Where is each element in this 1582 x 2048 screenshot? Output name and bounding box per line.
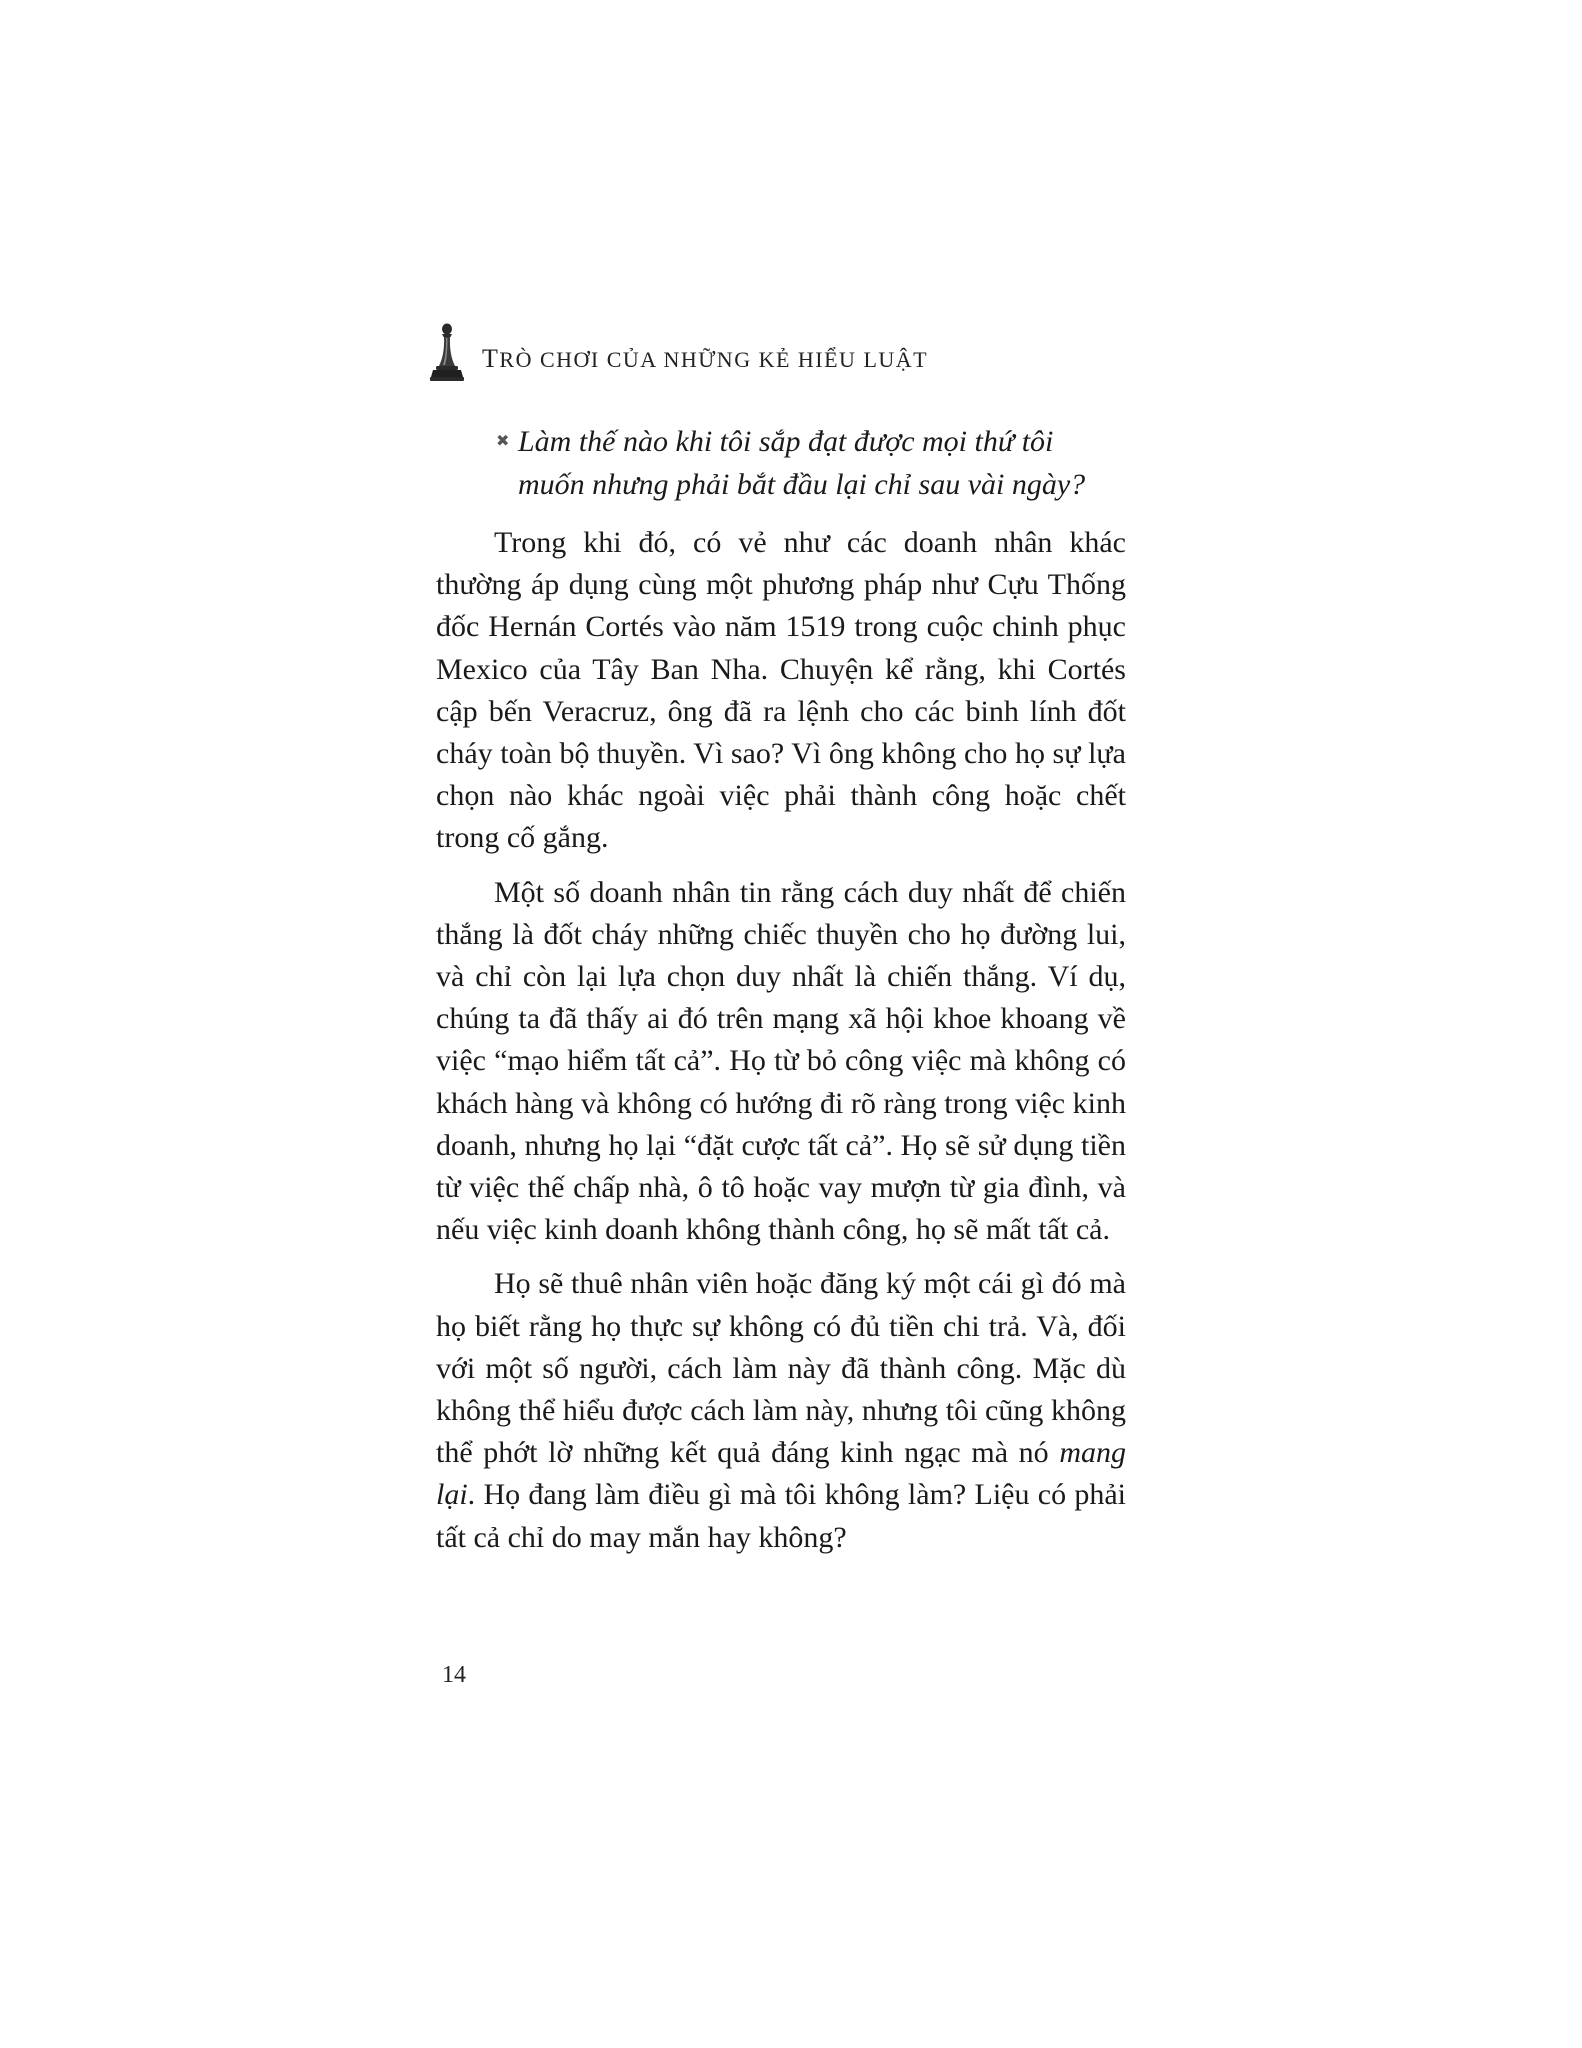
paragraph-1: Trong khi đó, có vẻ như các doanh nhân khác thường áp dụng cùng một phương pháp như Cựu Thống đốc Hernán Cortés vào năm 1519 trong cuộc chinh phục Mexico của Tây Ban Nha. Chuyện kể rằng, khi Cortés cập bến Veracruz, ông đã ra lệnh cho các binh lính đốt cháy toàn bộ thuyền. Vì sao? Vì ông không cho họ sự lựa chọn nào khác ngoài việc phải thành công hoặc chết trong cố gắng. xyxy=(436,526,1126,855)
running-head-text: RÒ CHƠI CỦA NHỮNG KẺ HIỂU LUẬT xyxy=(499,347,929,372)
page-header xyxy=(428,318,928,382)
paragraph-3-italic: mang lại xyxy=(436,1436,1126,1512)
running-head xyxy=(482,344,928,382)
running-head-initial: T xyxy=(482,344,500,373)
bullet-question xyxy=(496,420,1126,506)
chess-pawn-icon xyxy=(428,322,466,382)
page-body xyxy=(436,420,1126,1559)
question-text: Làm thế nào khi tôi sắp đạt được mọi thứ tôi muốn nhưng phải bắt đầu lại chỉ sau vài ngày? xyxy=(518,425,1086,501)
page-number: 14 xyxy=(442,1662,466,1688)
x-mark-icon: ✖ xyxy=(496,433,510,450)
paragraph-2: Một số doanh nhân tin rằng cách duy nhất để chiến thắng là đốt cháy những chiếc thuyền cho họ đường lui, và chỉ còn lại lựa chọn duy nhất là chiến thắng. Ví dụ, chúng ta đã thấy ai đó trên mạng xã hội khoe khoang về việc “mạo hiểm tất cả”. Họ từ bỏ công việc mà không có khách hàng và không có hướng đi rõ ràng trong việc kinh doanh, nhưng họ lại “đặt cược tất cả”. Họ sẽ sử dụng tiền từ việc thế chấp nhà, ô tô hoặc vay mượn từ gia đình, và nếu việc kinh doanh không thành công, họ sẽ mất tất cả. xyxy=(436,875,1126,1247)
paragraph-3 xyxy=(436,1263,1126,1558)
paragraph-3-text-b: . Họ đang làm điều gì mà tôi không làm? Liệu có phải tất cả chỉ do may mắn hay không? xyxy=(436,1478,1126,1554)
paragraph-3-text-a: Họ sẽ thuê nhân viên hoặc đăng ký một cái gì đó mà họ biết rằng họ thực sự không có đủ tiền chi trả. Và, đối với một số người, cách làm này đã thành công. Mặc dù không thể hiểu được cách làm này, nhưng tôi cũng không thể phớt lờ những kết quả đáng kinh ngạc mà nó xyxy=(436,1267,1126,1470)
